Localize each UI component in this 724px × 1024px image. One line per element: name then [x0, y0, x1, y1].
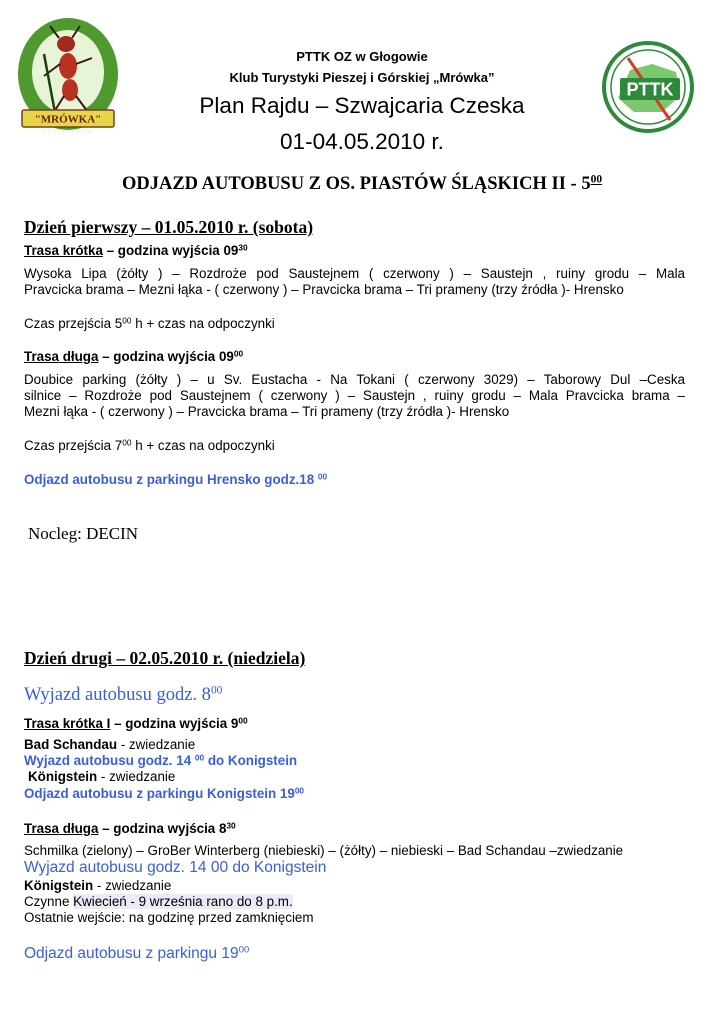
day2-last-entry: Ostatnie wejście: na godzinę przed zamknięciem: [24, 910, 314, 925]
departure-time-sup: 00: [590, 173, 603, 186]
svg-text:PTTK OZ GŁOGÓW: PTTK OZ GŁOGÓW: [42, 130, 94, 136]
departure-text: ODJAZD AUTOBUSU Z OS. PIASTÓW ŚLĄSKICH II - 5: [121, 174, 591, 194]
day1-long-route-line-2: silnice – Rozdroże pod Saustejnem ( czerwony ) – Saustejn , ruiny grodu – Mala Pravcicka brama –: [24, 388, 685, 403]
long-route-label: Trasa długa: [24, 349, 99, 364]
day2-bus-departure: Wyjazd autobusu godz. $8^{00}$: [24, 684, 223, 705]
day2-long-route-heading: Trasa długa – godzina wyjścia $8^{30}$: [24, 820, 236, 836]
day2-short-line-3: Königstein - zwiedzanie: [28, 769, 176, 784]
day1-long-route-heading: [24, 349, 243, 365]
day2-heading: Dzień drugi – 02.05.2010 r. (niedziela): [24, 648, 306, 668]
svg-text:PTTK: PTTK: [626, 79, 674, 100]
club-name: Klub Turystyki Pieszej i Górskiej „Mrówka”: [229, 70, 495, 85]
organization-name: PTTK OZ w Głogowie: [296, 49, 428, 64]
day1-overnight: Nocleg: DECIN: [28, 524, 139, 543]
trip-dates: 01-04.05.2010 r.: [280, 129, 444, 154]
day2-long-route-line-1: Schmilka (zielony) – GroBer Winterberg (niebieski) – (żółty) – niebieski – Bad Schandau –zwiedzanie: [24, 843, 624, 858]
day1-bus-return: Odjazd autobusu z parkingu Hrensko godz.18 $^{00}$: [24, 471, 328, 487]
day1-short-duration: Czas przejścia $5^{00}$ h + czas na odpoczynki: [24, 315, 275, 331]
long-route-time-sup: 00: [233, 348, 244, 359]
short-route-label: Trasa krótka: [24, 243, 103, 258]
long-route-label: Trasa długa: [24, 821, 99, 836]
day2-short-line-1: Bad Schandau - zwiedzanie: [24, 737, 196, 752]
day1-long-route-line-3: Mezni łąka - ( czerwony ) – Pravcicka brama – Tri prameny (trzy źródła )- Hrensko: [24, 404, 510, 419]
day1-short-route-line-1: Wysoka Lipa (żółty ) – Rozdroże pod Saustejnem ( czerwony ) – Saustejn , ruiny grodu – Mala: [24, 266, 685, 281]
day2-short-line-4: Odjazd autobusu z parkingu Konigstein $19^{00}$: [24, 785, 305, 801]
day2-opening-hours: Czynne Kwiecień - 9 września rano do 8 p.m.: [24, 894, 293, 909]
page-title: Plan Rajdu – Szwajcaria Czeska: [199, 93, 525, 118]
short-route-time-sup: 30: [238, 242, 248, 253]
day1-long-duration: Czas przejścia $7^{00}$ h + czas na odpoczynki: [24, 437, 275, 453]
short-route-label: Trasa krótka I: [24, 716, 111, 731]
departure-heading: [0, 174, 724, 195]
day1-short-route-line-2: Pravcicka brama – Mezni łąka - ( czerwony ) – Pravcicka brama – Tri prameny (trzy źródła )- Hrensko: [24, 282, 624, 297]
day1-heading: Dzień pierwszy – 01.05.2010 r. (sobota): [24, 217, 314, 237]
day2-short-line-2: Wyjazd autobusu godz. 14 $^{00}$ do Konigstein: [24, 752, 298, 768]
day2-long-bus: Wyjazd autobusu godz. 14 00 do Konigstein: [24, 859, 327, 876]
long-route-time: – godzina wyjścia 09: [98, 349, 234, 364]
day2-short-route-heading: Trasa krótka I – godzina wyjścia $9^{00}$: [24, 715, 248, 731]
svg-text:"MRÓWKA": "MRÓWKA": [34, 113, 102, 126]
day1-short-route-heading: [24, 243, 248, 259]
day1-long-route-line-1: Doubice parking (żółty ) – u Sv. Eustacha - Na Tokani ( czerwony 3029) – Taborowy Dul –Ceska: [24, 372, 685, 387]
short-route-time: – godzina wyjścia 09: [102, 243, 239, 258]
day2-long-line-3: Königstein - zwiedzanie: [24, 878, 172, 893]
day2-bus-return: Odjazd autobusu z parkingu $19^{00}$: [24, 944, 250, 962]
